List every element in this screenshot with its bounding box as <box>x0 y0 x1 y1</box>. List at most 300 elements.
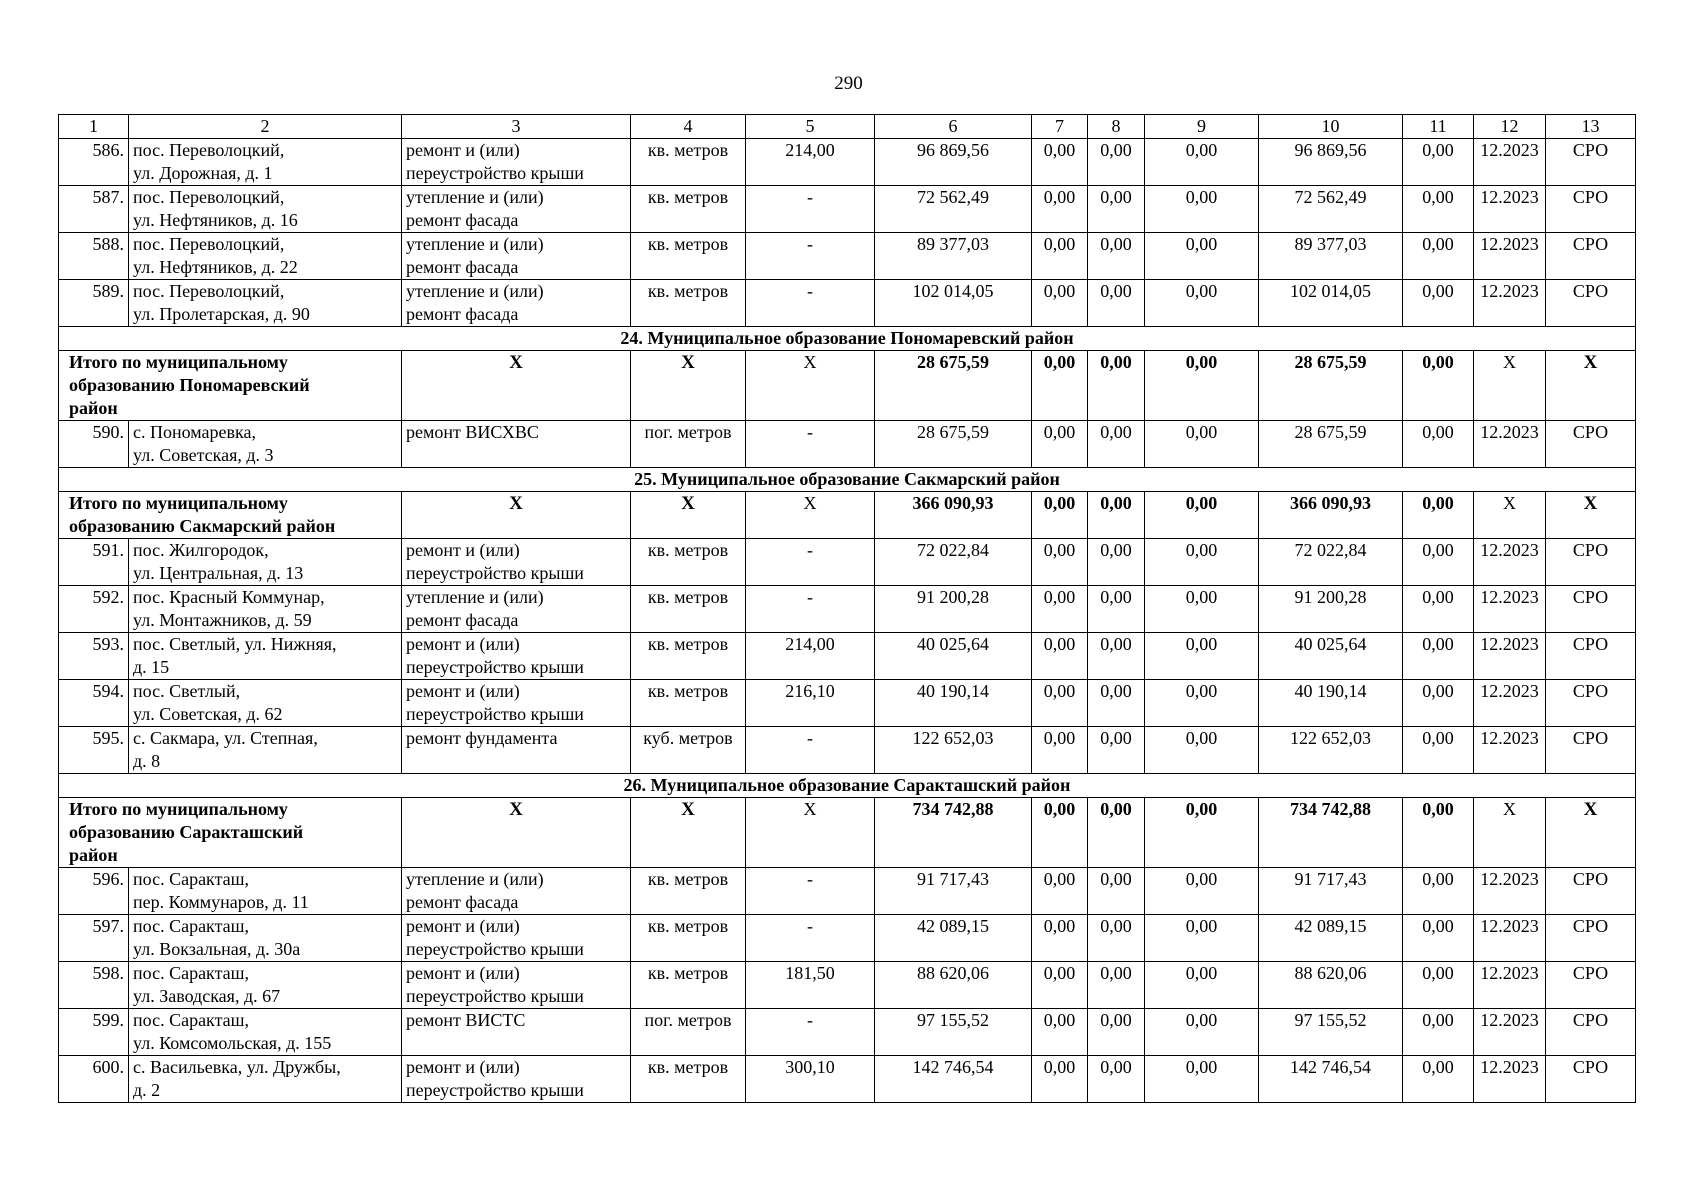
cell-c10: 72 562,49 <box>1259 186 1403 233</box>
address-cell <box>129 915 402 962</box>
cell-c12: 12.2023 <box>1474 139 1546 186</box>
address-line: ул. Советская, д. 62 <box>133 704 283 724</box>
cell-c10: 28 675,59 <box>1259 351 1403 421</box>
work-type-cell <box>402 1056 631 1103</box>
address-line: пос. Переволоцкий, <box>133 140 285 160</box>
address-line: ул. Пролетарская, д. 90 <box>133 304 310 324</box>
cell-c7: 0,00 <box>1032 421 1088 468</box>
table-row <box>59 868 1636 915</box>
cell-c9: 0,00 <box>1145 798 1259 868</box>
address-line: пос. Красный Коммунар, <box>133 587 325 607</box>
unit-cell: кв. метров <box>631 280 746 327</box>
work-type-line: ремонт фасада <box>406 257 519 277</box>
unit-cell: кв. метров <box>631 1056 746 1103</box>
column-header: 11 <box>1403 115 1474 139</box>
cell-c8: 0,00 <box>1088 798 1145 868</box>
work-type-line: переустройство крыши <box>406 163 584 183</box>
cell-c12: 12.2023 <box>1474 633 1546 680</box>
address-cell <box>129 186 402 233</box>
cell-c11: 0,00 <box>1403 962 1474 1009</box>
cell-c6: 91 200,28 <box>875 586 1032 633</box>
cell-unit: Х <box>631 492 746 539</box>
cell-c10: 42 089,15 <box>1259 915 1403 962</box>
subtotal-label <box>59 351 402 421</box>
cell-c5: 181,50 <box>746 962 875 1009</box>
cell-c7: 0,00 <box>1032 680 1088 727</box>
cell-c6: 89 377,03 <box>875 233 1032 280</box>
table-row <box>59 139 1636 186</box>
cell-c10: 734 742,88 <box>1259 798 1403 868</box>
cell-c7: 0,00 <box>1032 962 1088 1009</box>
cell-c7: 0,00 <box>1032 492 1088 539</box>
address-cell <box>129 1056 402 1103</box>
section-title: 25. Муниципальное образование Сакмарский район <box>59 468 1636 492</box>
work-type-cell <box>402 868 631 915</box>
cell-c10: 88 620,06 <box>1259 962 1403 1009</box>
cell-c9: 0,00 <box>1145 280 1259 327</box>
unit-cell: кв. метров <box>631 186 746 233</box>
unit-cell: кв. метров <box>631 962 746 1009</box>
cell-c12: 12.2023 <box>1474 186 1546 233</box>
subtotal-label-line: образованию Пономаревский <box>69 375 310 395</box>
work-type-line: переустройство крыши <box>406 563 584 583</box>
work-type-cell <box>402 539 631 586</box>
address-line: пос. Саракташ, <box>133 963 249 983</box>
cell-c6: 72 562,49 <box>875 186 1032 233</box>
cell-c5: - <box>746 186 875 233</box>
cell-c12: 12.2023 <box>1474 1009 1546 1056</box>
cell-col5: Х <box>746 798 875 868</box>
work-type-line: утепление и (или) <box>406 869 544 889</box>
funding-source-cell: СРО <box>1546 280 1636 327</box>
address-line: ул. Дорожная, д. 1 <box>133 163 273 183</box>
address-line: пос. Переволоцкий, <box>133 187 285 207</box>
subtotal-label-line: район <box>69 845 118 865</box>
cell-c9: 0,00 <box>1145 868 1259 915</box>
row-number: 596. <box>59 868 129 915</box>
cell-c9: 0,00 <box>1145 233 1259 280</box>
cell-c9: 0,00 <box>1145 351 1259 421</box>
work-type-line: ремонт и (или) <box>406 681 520 701</box>
address-line: ул. Нефтяников, д. 16 <box>133 210 298 230</box>
column-header: 9 <box>1145 115 1259 139</box>
address-cell <box>129 139 402 186</box>
subtotal-label-line: образованию Сакмарский район <box>69 516 336 536</box>
column-header: 1 <box>59 115 129 139</box>
address-line: ул. Вокзальная, д. 30а <box>133 939 301 959</box>
work-type-cell <box>402 915 631 962</box>
cell-c9: 0,00 <box>1145 915 1259 962</box>
cell-c8: 0,00 <box>1088 539 1145 586</box>
table-row <box>59 280 1636 327</box>
cell-c9: 0,00 <box>1145 680 1259 727</box>
address-line: д. 2 <box>133 1080 161 1100</box>
cell-c5: - <box>746 539 875 586</box>
cell-c12: 12.2023 <box>1474 680 1546 727</box>
funding-source-cell: СРО <box>1546 421 1636 468</box>
table-row <box>59 962 1636 1009</box>
cell-c9: 0,00 <box>1145 139 1259 186</box>
address-cell <box>129 1009 402 1056</box>
unit-cell: кв. метров <box>631 868 746 915</box>
section-title: 26. Муниципальное образование Саракташский район <box>59 774 1636 798</box>
work-type-line: ремонт фасада <box>406 304 519 324</box>
cell-c7: 0,00 <box>1032 586 1088 633</box>
table-row <box>59 1009 1636 1056</box>
table-row <box>59 727 1636 774</box>
cell-c5: - <box>746 1009 875 1056</box>
work-type-line: ремонт и (или) <box>406 540 520 560</box>
table-row <box>59 633 1636 680</box>
cell-c8: 0,00 <box>1088 727 1145 774</box>
work-type-cell <box>402 962 631 1009</box>
cell-c8: 0,00 <box>1088 586 1145 633</box>
funding-source-cell: СРО <box>1546 1056 1636 1103</box>
cell-c11: 0,00 <box>1403 1056 1474 1103</box>
work-type-line: ремонт фундамента <box>406 728 558 748</box>
cell-c10: 142 746,54 <box>1259 1056 1403 1103</box>
address-cell <box>129 868 402 915</box>
address-line: пос. Жилгородок, <box>133 540 269 560</box>
cell-c9: 0,00 <box>1145 539 1259 586</box>
cell-c12: Х <box>1474 492 1546 539</box>
row-number: 600. <box>59 1056 129 1103</box>
cell-c12: 12.2023 <box>1474 727 1546 774</box>
cell-c10: 102 014,05 <box>1259 280 1403 327</box>
work-type-line: ремонт и (или) <box>406 916 520 936</box>
address-line: пер. Коммунаров, д. 11 <box>133 892 309 912</box>
work-type-line: ремонт и (или) <box>406 1057 520 1077</box>
row-number: 597. <box>59 915 129 962</box>
cell-c12: 12.2023 <box>1474 1056 1546 1103</box>
cell-c8: 0,00 <box>1088 233 1145 280</box>
cell-c10: 96 869,56 <box>1259 139 1403 186</box>
row-number: 587. <box>59 186 129 233</box>
funding-source-cell: СРО <box>1546 186 1636 233</box>
funding-source-cell: СРО <box>1546 680 1636 727</box>
cell-c12: 12.2023 <box>1474 233 1546 280</box>
cell-c6: 88 620,06 <box>875 962 1032 1009</box>
subtotal-row <box>59 492 1636 539</box>
work-type-line: переустройство крыши <box>406 986 584 1006</box>
cell-c6: 40 025,64 <box>875 633 1032 680</box>
cell-c5: 214,00 <box>746 633 875 680</box>
work-type-cell <box>402 421 631 468</box>
cell-c11: 0,00 <box>1403 233 1474 280</box>
cell-c12: 12.2023 <box>1474 421 1546 468</box>
cell-c6: 366 090,93 <box>875 492 1032 539</box>
funding-source-cell: СРО <box>1546 539 1636 586</box>
work-type-cell <box>402 139 631 186</box>
cell-c9: 0,00 <box>1145 633 1259 680</box>
cell-c9: 0,00 <box>1145 1056 1259 1103</box>
unit-cell: пог. метров <box>631 421 746 468</box>
table-row <box>59 915 1636 962</box>
cell-c7: 0,00 <box>1032 186 1088 233</box>
work-type-cell <box>402 633 631 680</box>
subtotal-label <box>59 798 402 868</box>
cell-c11: 0,00 <box>1403 633 1474 680</box>
table-row <box>59 186 1636 233</box>
unit-cell: пог. метров <box>631 1009 746 1056</box>
column-header: 4 <box>631 115 746 139</box>
subtotal-label-line: Итого по муниципальному <box>69 799 288 819</box>
unit-cell: кв. метров <box>631 139 746 186</box>
cell-c5: - <box>746 586 875 633</box>
unit-cell: куб. метров <box>631 727 746 774</box>
unit-cell: кв. метров <box>631 233 746 280</box>
address-cell <box>129 727 402 774</box>
cell-c13: Х <box>1546 798 1636 868</box>
unit-cell: кв. метров <box>631 586 746 633</box>
work-type-cell <box>402 280 631 327</box>
cell-c6: 102 014,05 <box>875 280 1032 327</box>
cell-c8: 0,00 <box>1088 962 1145 1009</box>
table-row <box>59 586 1636 633</box>
address-line: ул. Монтажников, д. 59 <box>133 610 312 630</box>
cell-c11: 0,00 <box>1403 586 1474 633</box>
unit-cell: кв. метров <box>631 539 746 586</box>
funding-source-cell: СРО <box>1546 233 1636 280</box>
cell-c7: 0,00 <box>1032 539 1088 586</box>
address-cell <box>129 962 402 1009</box>
cell-c8: 0,00 <box>1088 139 1145 186</box>
cell-c6: 28 675,59 <box>875 351 1032 421</box>
table-row <box>59 421 1636 468</box>
address-line: ул. Нефтяников, д. 22 <box>133 257 298 277</box>
address-line: ул. Комсомольская, д. 155 <box>133 1033 332 1053</box>
unit-cell: кв. метров <box>631 915 746 962</box>
section-header-row <box>59 327 1636 351</box>
cell-c7: 0,00 <box>1032 351 1088 421</box>
cell-c7: 0,00 <box>1032 727 1088 774</box>
address-line: с. Васильевка, ул. Дружбы, <box>133 1057 341 1077</box>
cell-c12: 12.2023 <box>1474 868 1546 915</box>
cell-c8: 0,00 <box>1088 868 1145 915</box>
cell-c10: 91 200,28 <box>1259 586 1403 633</box>
cell-c8: 0,00 <box>1088 915 1145 962</box>
work-type-cell <box>402 680 631 727</box>
cell-c8: 0,00 <box>1088 186 1145 233</box>
cell-c11: 0,00 <box>1403 868 1474 915</box>
cell-c7: 0,00 <box>1032 1056 1088 1103</box>
work-type-cell <box>402 186 631 233</box>
cell-unit: Х <box>631 351 746 421</box>
cell-c5: - <box>746 233 875 280</box>
cell-c12: 12.2023 <box>1474 915 1546 962</box>
cell-work-type: Х <box>402 492 631 539</box>
column-header: 2 <box>129 115 402 139</box>
address-cell <box>129 539 402 586</box>
work-type-cell <box>402 1009 631 1056</box>
cell-c6: 734 742,88 <box>875 798 1032 868</box>
cell-c7: 0,00 <box>1032 915 1088 962</box>
funding-source-cell: СРО <box>1546 868 1636 915</box>
subtotal-row <box>59 351 1636 421</box>
address-line: ул. Центральная, д. 13 <box>133 563 304 583</box>
cell-c6: 40 190,14 <box>875 680 1032 727</box>
cell-c6: 142 746,54 <box>875 1056 1032 1103</box>
cell-c9: 0,00 <box>1145 962 1259 1009</box>
row-number: 595. <box>59 727 129 774</box>
cell-c7: 0,00 <box>1032 633 1088 680</box>
work-type-line: ремонт и (или) <box>406 634 520 654</box>
subtotal-label-line: Итого по муниципальному <box>69 352 288 372</box>
cell-c6: 91 717,43 <box>875 868 1032 915</box>
cell-c6: 97 155,52 <box>875 1009 1032 1056</box>
work-type-line: утепление и (или) <box>406 234 544 254</box>
cell-c5: - <box>746 915 875 962</box>
section-title: 24. Муниципальное образование Пономаревский район <box>59 327 1636 351</box>
work-type-line: ремонт и (или) <box>406 963 520 983</box>
cell-c9: 0,00 <box>1145 492 1259 539</box>
cell-c11: 0,00 <box>1403 915 1474 962</box>
cell-c5: - <box>746 421 875 468</box>
cell-c9: 0,00 <box>1145 586 1259 633</box>
cell-c12: Х <box>1474 798 1546 868</box>
address-line: пос. Светлый, ул. Нижняя, <box>133 634 337 654</box>
funding-source-cell: СРО <box>1546 586 1636 633</box>
address-line: ул. Заводская, д. 67 <box>133 986 281 1006</box>
cell-c6: 96 869,56 <box>875 139 1032 186</box>
row-number: 590. <box>59 421 129 468</box>
work-type-line: переустройство крыши <box>406 704 584 724</box>
cell-c6: 122 652,03 <box>875 727 1032 774</box>
work-type-line: переустройство крыши <box>406 657 584 677</box>
cell-c11: 0,00 <box>1403 680 1474 727</box>
cell-c8: 0,00 <box>1088 492 1145 539</box>
cell-c12: 12.2023 <box>1474 962 1546 1009</box>
cell-work-type: Х <box>402 351 631 421</box>
cell-c7: 0,00 <box>1032 798 1088 868</box>
address-line: ул. Советская, д. 3 <box>133 445 274 465</box>
address-cell <box>129 680 402 727</box>
column-header: 12 <box>1474 115 1546 139</box>
subtotal-label-line: район <box>69 398 118 418</box>
cell-c12: Х <box>1474 351 1546 421</box>
address-cell <box>129 586 402 633</box>
work-type-line: утепление и (или) <box>406 587 544 607</box>
cell-c9: 0,00 <box>1145 186 1259 233</box>
cell-c5: 300,10 <box>746 1056 875 1103</box>
row-number: 598. <box>59 962 129 1009</box>
address-line: пос. Саракташ, <box>133 916 249 936</box>
funding-source-cell: СРО <box>1546 1009 1636 1056</box>
column-header: 5 <box>746 115 875 139</box>
cell-work-type: Х <box>402 798 631 868</box>
repair-program-table <box>58 114 1636 1103</box>
cell-c10: 89 377,03 <box>1259 233 1403 280</box>
funding-source-cell: СРО <box>1546 727 1636 774</box>
address-cell <box>129 280 402 327</box>
cell-c10: 40 025,64 <box>1259 633 1403 680</box>
funding-source-cell: СРО <box>1546 915 1636 962</box>
address-line: д. 8 <box>133 751 161 771</box>
work-type-cell <box>402 727 631 774</box>
cell-c7: 0,00 <box>1032 139 1088 186</box>
cell-c9: 0,00 <box>1145 727 1259 774</box>
unit-cell: кв. метров <box>631 680 746 727</box>
address-line: пос. Саракташ, <box>133 1010 249 1030</box>
cell-c11: 0,00 <box>1403 280 1474 327</box>
column-header: 13 <box>1546 115 1636 139</box>
funding-source-cell: СРО <box>1546 962 1636 1009</box>
work-type-cell <box>402 586 631 633</box>
cell-c8: 0,00 <box>1088 633 1145 680</box>
page-number: 290 <box>834 73 863 94</box>
cell-c11: 0,00 <box>1403 798 1474 868</box>
cell-c11: 0,00 <box>1403 539 1474 586</box>
cell-c8: 0,00 <box>1088 351 1145 421</box>
work-type-line: переустройство крыши <box>406 939 584 959</box>
subtotal-label-line: Итого по муниципальному <box>69 493 288 513</box>
cell-c5: - <box>746 727 875 774</box>
table-row <box>59 680 1636 727</box>
subtotal-row <box>59 798 1636 868</box>
cell-c10: 366 090,93 <box>1259 492 1403 539</box>
funding-source-cell: СРО <box>1546 139 1636 186</box>
cell-c8: 0,00 <box>1088 421 1145 468</box>
work-type-cell <box>402 233 631 280</box>
work-type-line: ремонт фасада <box>406 210 519 230</box>
work-type-line: ремонт и (или) <box>406 140 520 160</box>
cell-c5: 216,10 <box>746 680 875 727</box>
table-row <box>59 539 1636 586</box>
work-type-line: утепление и (или) <box>406 187 544 207</box>
work-type-line: утепление и (или) <box>406 281 544 301</box>
cell-col5: Х <box>746 492 875 539</box>
address-cell <box>129 633 402 680</box>
work-type-line: ремонт ВИСТС <box>406 1010 526 1030</box>
work-type-line: ремонт фасада <box>406 610 519 630</box>
cell-c7: 0,00 <box>1032 868 1088 915</box>
cell-c11: 0,00 <box>1403 1009 1474 1056</box>
cell-c11: 0,00 <box>1403 492 1474 539</box>
section-header-row <box>59 468 1636 492</box>
cell-c9: 0,00 <box>1145 1009 1259 1056</box>
cell-c5: - <box>746 868 875 915</box>
cell-c10: 40 190,14 <box>1259 680 1403 727</box>
cell-c12: 12.2023 <box>1474 586 1546 633</box>
cell-c7: 0,00 <box>1032 233 1088 280</box>
cell-c10: 122 652,03 <box>1259 727 1403 774</box>
cell-c7: 0,00 <box>1032 1009 1088 1056</box>
cell-c12: 12.2023 <box>1474 539 1546 586</box>
column-number-header <box>59 115 1636 139</box>
cell-c10: 72 022,84 <box>1259 539 1403 586</box>
column-header: 7 <box>1032 115 1088 139</box>
cell-c6: 72 022,84 <box>875 539 1032 586</box>
cell-c10: 97 155,52 <box>1259 1009 1403 1056</box>
address-line: с. Сакмара, ул. Степная, <box>133 728 318 748</box>
cell-c13: Х <box>1546 351 1636 421</box>
cell-c11: 0,00 <box>1403 421 1474 468</box>
funding-source-cell: СРО <box>1546 633 1636 680</box>
row-number: 589. <box>59 280 129 327</box>
address-cell <box>129 233 402 280</box>
address-line: пос. Саракташ, <box>133 869 249 889</box>
row-number: 594. <box>59 680 129 727</box>
work-type-line: ремонт фасада <box>406 892 519 912</box>
address-line: пос. Светлый, <box>133 681 241 701</box>
column-header: 8 <box>1088 115 1145 139</box>
cell-c5: 214,00 <box>746 139 875 186</box>
cell-c11: 0,00 <box>1403 351 1474 421</box>
table-row <box>59 233 1636 280</box>
row-number: 593. <box>59 633 129 680</box>
address-cell <box>129 421 402 468</box>
row-number: 586. <box>59 139 129 186</box>
